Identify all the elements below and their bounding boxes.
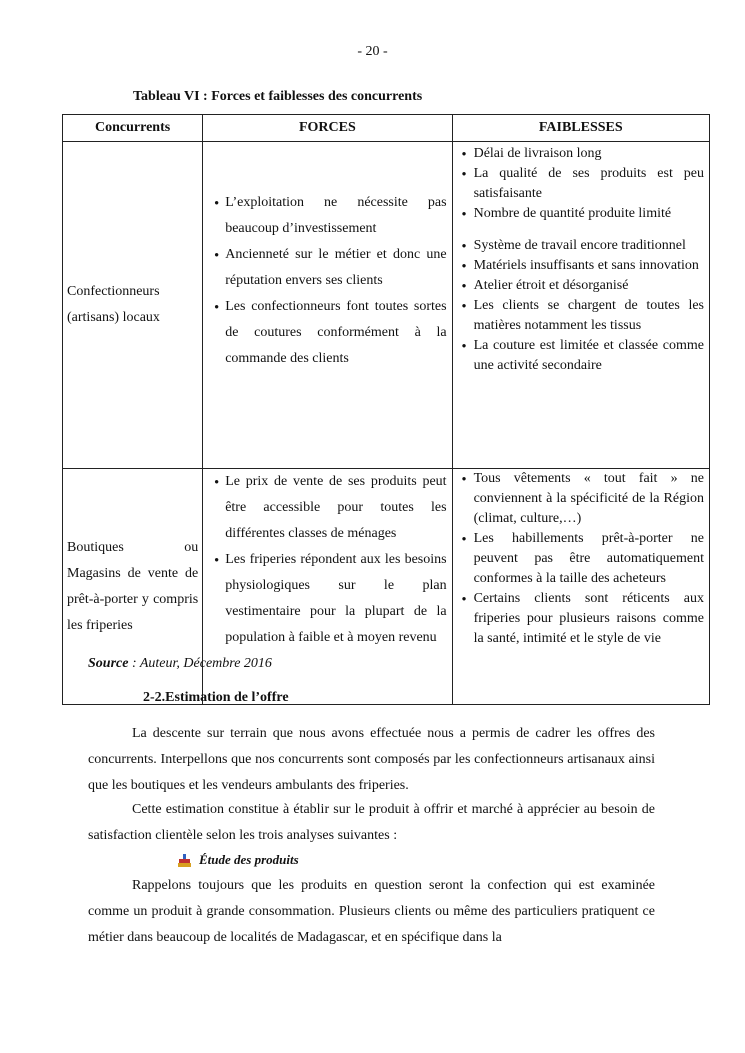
weakness-item: ● Certains clients sont réticents aux friperies pour plusieurs raisons comme la santé, intimité et le style de vie xyxy=(453,589,709,649)
weakness-item: ● Matériels insuffisants et sans innovation xyxy=(453,256,709,276)
force-item: ● Les friperies répondent aux les besoins physiologiques sur le plan vestimentaire pour la plupart de la population à faible et à moyen revenu xyxy=(203,547,451,651)
subheading xyxy=(178,852,299,868)
header-concurrents: Concurrents xyxy=(63,115,203,142)
paragraph-text: La descente sur terrain que nous avons effectuée nous a permis de cadrer les offres des concurrents. Interpellons que nos concurrents sont composés par les confectionneurs artisanaux ainsi que les boutiques et les vendeurs ambulants des friperies. xyxy=(88,726,655,793)
paragraph xyxy=(88,797,655,849)
paragraph-text: Cette estimation constitue à établir sur le produit à offrir et marché à apprécier au besoin de satisfaction clientèle selon les trois analyses suivantes : xyxy=(88,802,655,843)
weakness-item: ● Nombre de quantité produite limité xyxy=(453,204,709,224)
weaknesses-cell xyxy=(452,469,709,705)
source-text: : Auteur, Décembre 2016 xyxy=(128,656,272,671)
weakness-item: ● Atelier étroit et désorganisé xyxy=(453,276,709,296)
competitor-cell: Boutiques ou Magasins de vente de prêt-à-porter y compris les friperies xyxy=(63,469,203,705)
weakness-item: ● Les clients se chargent de toutes les matières notamment les tissus xyxy=(453,296,709,336)
table-caption: Tableau VI : Forces et faiblesses des concurrents xyxy=(133,89,423,104)
source-label: Source xyxy=(88,656,129,671)
force-item: ● Ancienneté sur le métier et donc une réputation envers ses clients xyxy=(203,242,451,294)
paragraph xyxy=(88,721,655,799)
competitor-cell: Confectionneurs (artisans) locaux xyxy=(63,142,203,469)
table-header-row xyxy=(63,115,710,142)
force-item: ● Les confectionneurs font toutes sortes de coutures conformément à la commande des clients xyxy=(203,294,451,372)
forces-cell xyxy=(203,142,452,469)
weakness-item: ● La qualité de ses produits est peu satisfaisante xyxy=(453,164,709,204)
page-number: - 20 - xyxy=(357,44,388,59)
weakness-item: ● Délai de livraison long xyxy=(453,144,709,164)
force-item: ● L’exploitation ne nécessite pas beaucoup d’investissement xyxy=(203,190,451,242)
table-row xyxy=(63,142,710,469)
subheading-text: Étude des produits xyxy=(199,852,299,867)
header-forces: FORCES xyxy=(203,115,452,142)
paragraph xyxy=(88,873,655,951)
weaknesses-cell xyxy=(452,142,709,469)
weakness-item: ● Les habillements prêt-à-porter ne peuvent pas être automatiquement conformes à la taille des acheteurs xyxy=(453,529,709,589)
force-item: ● Le prix de vente de ses produits peut être accessible pour toutes les différentes classes de ménages xyxy=(203,469,451,547)
weakness-item: ● Système de travail encore traditionnel xyxy=(453,236,709,256)
weakness-item: ● La couture est limitée et classée comme une activité secondaire xyxy=(453,336,709,376)
stacked-books-icon xyxy=(178,854,191,867)
competitors-table xyxy=(62,114,710,705)
header-faiblesses: FAIBLESSES xyxy=(452,115,709,142)
weakness-item: ● Tous vêtements « tout fait » ne conviennent à la spécificité de la Région (climat, culture,…) xyxy=(453,469,709,529)
section-heading: 2-2.Estimation de l’offre xyxy=(143,690,289,705)
table-source xyxy=(88,656,272,672)
paragraph-text: Rappelons toujours que les produits en question seront la confection qui est examinée comme un produit à grande consommation. Plusieurs clients ou même des particuliers pratiquent ce métier dans beaucoup de localités de Madagascar, et en spécifique dans la xyxy=(88,878,655,945)
